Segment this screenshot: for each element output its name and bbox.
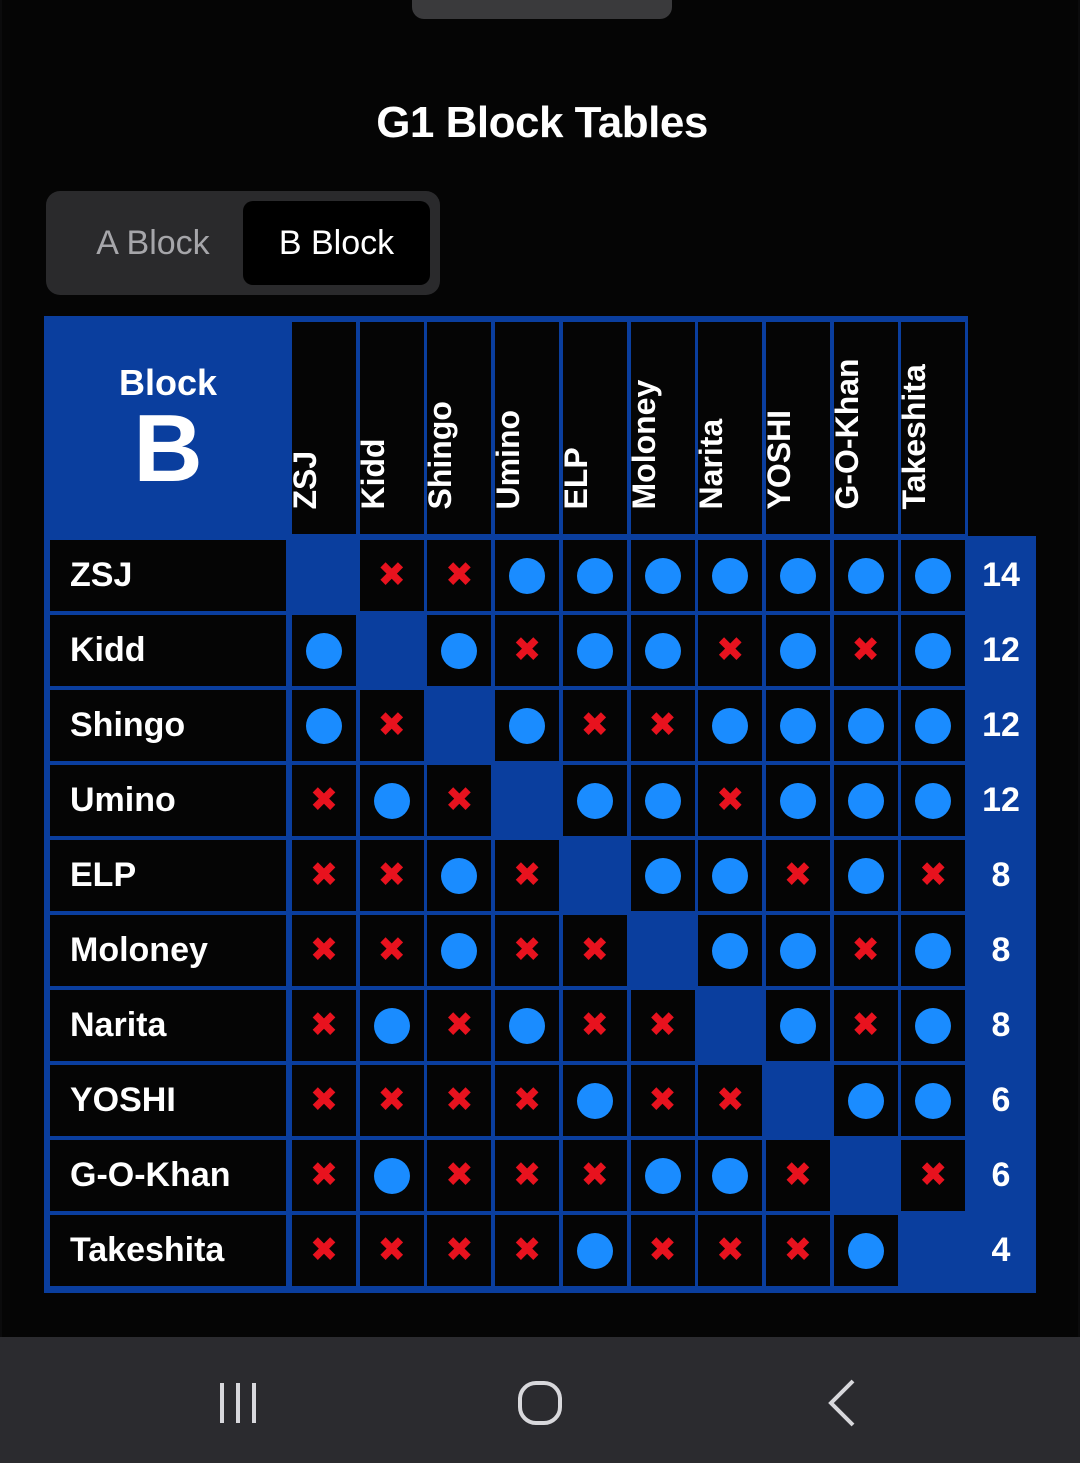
column-header [287, 322, 356, 534]
win-dot-icon [780, 1008, 816, 1044]
column-header [354, 322, 424, 534]
points-value: 8 [991, 856, 1011, 894]
result-cell [427, 915, 491, 986]
self-cell [495, 765, 559, 836]
row-name: Moloney [50, 915, 286, 986]
win-dot-icon [441, 933, 477, 969]
result-cell [360, 690, 424, 761]
win-dot-icon [915, 783, 951, 819]
row-name: YOSHI [50, 1065, 286, 1136]
loss-cross-icon: ✖ [919, 1156, 948, 1194]
result-cell [901, 990, 965, 1061]
result-cell [360, 840, 424, 911]
win-dot-icon [780, 558, 816, 594]
column-header [828, 322, 898, 534]
result-cell [563, 690, 627, 761]
points-value: 14 [982, 556, 1020, 594]
win-dot-icon [306, 633, 342, 669]
self-cell [631, 915, 695, 986]
result-cell [427, 540, 491, 611]
result-cell [292, 915, 356, 986]
row-name: Kidd [50, 615, 286, 686]
result-cell [834, 690, 898, 761]
column-header-label: ELP [557, 447, 594, 510]
win-dot-icon [915, 1083, 951, 1119]
result-cell [360, 765, 424, 836]
result-cell [563, 1140, 627, 1211]
points-value: 8 [991, 931, 1011, 969]
win-dot-icon [848, 558, 884, 594]
win-dot-icon [509, 1008, 545, 1044]
loss-cross-icon: ✖ [512, 1156, 542, 1194]
row-name: Umino [50, 765, 286, 836]
result-cell [631, 1065, 695, 1136]
result-cell [698, 840, 762, 911]
result-cell [563, 765, 627, 836]
column-header [896, 322, 965, 534]
win-dot-icon [374, 783, 410, 819]
loss-cross-icon: ✖ [648, 1231, 677, 1269]
win-dot-icon [306, 708, 342, 744]
loss-cross-icon: ✖ [783, 856, 813, 894]
loss-cross-icon: ✖ [715, 781, 745, 819]
win-dot-icon [577, 633, 613, 669]
block-table [44, 316, 1036, 1293]
column-header-label: ZSJ [287, 450, 323, 510]
result-cell [631, 990, 695, 1061]
row-name: ZSJ [50, 540, 286, 611]
result-cell [698, 915, 762, 986]
win-dot-icon [441, 858, 477, 894]
result-cell [901, 1065, 965, 1136]
result-cell [631, 540, 695, 611]
result-cell [901, 765, 965, 836]
loss-cross-icon: ✖ [580, 1156, 610, 1194]
result-cell [495, 690, 559, 761]
loss-cross-icon: ✖ [580, 706, 610, 744]
drag-handle[interactable] [412, 0, 672, 19]
result-cell [427, 1215, 491, 1286]
column-header-label: Moloney [625, 379, 662, 510]
column-header-label: YOSHI [760, 409, 797, 510]
column-header [693, 322, 762, 534]
result-cell [766, 840, 830, 911]
win-dot-icon [780, 633, 816, 669]
result-cell [631, 765, 695, 836]
loss-cross-icon: ✖ [377, 556, 406, 594]
loss-cross-icon: ✖ [648, 1081, 677, 1119]
tab-a-block[interactable]: A Block [96, 224, 210, 262]
loss-cross-icon: ✖ [648, 1006, 677, 1044]
result-cell [427, 990, 491, 1061]
result-cell [427, 1140, 491, 1211]
result-cell [698, 765, 762, 836]
result-cell [495, 915, 559, 986]
column-header [557, 322, 627, 534]
result-cell [766, 915, 830, 986]
win-dot-icon [780, 708, 816, 744]
result-cell [292, 1140, 356, 1211]
self-cell [698, 990, 762, 1061]
row-name: Takeshita [50, 1215, 286, 1286]
win-dot-icon [848, 858, 884, 894]
loss-cross-icon: ✖ [580, 1006, 610, 1044]
loss-cross-icon: ✖ [715, 631, 745, 669]
result-cell [834, 765, 898, 836]
result-cell [563, 915, 627, 986]
win-dot-icon [915, 633, 951, 669]
result-cell [698, 1065, 762, 1136]
loss-cross-icon: ✖ [851, 1006, 880, 1044]
column-header-label: G-O-Khan [828, 358, 865, 510]
win-dot-icon [577, 783, 613, 819]
loss-cross-icon: ✖ [445, 781, 474, 819]
points-value: 6 [991, 1081, 1011, 1119]
loss-cross-icon: ✖ [715, 1231, 745, 1269]
result-cell [698, 615, 762, 686]
win-dot-icon [712, 708, 748, 744]
result-cell [901, 1140, 965, 1211]
column-header-label: Takeshita [896, 364, 933, 510]
win-dot-icon [577, 1233, 613, 1269]
result-cell [901, 840, 965, 911]
win-dot-icon [712, 1158, 748, 1194]
win-dot-icon [645, 783, 681, 819]
result-cell [901, 615, 965, 686]
result-cell [698, 540, 762, 611]
result-cell [360, 540, 424, 611]
loss-cross-icon: ✖ [377, 706, 406, 744]
win-dot-icon [780, 933, 816, 969]
loss-cross-icon: ✖ [445, 1006, 474, 1044]
result-cell [360, 1065, 424, 1136]
result-cell [292, 1065, 356, 1136]
self-cell [834, 1140, 898, 1211]
win-dot-icon [915, 933, 951, 969]
result-cell [631, 840, 695, 911]
loss-cross-icon: ✖ [783, 1231, 813, 1269]
column-header-label: Kidd [354, 438, 391, 510]
loss-cross-icon: ✖ [851, 931, 880, 969]
win-dot-icon [712, 858, 748, 894]
block-segmented-control [46, 191, 440, 295]
result-cell [360, 1140, 424, 1211]
result-cell [292, 840, 356, 911]
tab-b-block[interactable]: B Block [243, 201, 430, 285]
column-header [490, 322, 559, 534]
loss-cross-icon: ✖ [715, 1081, 745, 1119]
loss-cross-icon: ✖ [851, 631, 880, 669]
win-dot-icon [374, 1008, 410, 1044]
result-cell [834, 1065, 898, 1136]
loss-cross-icon: ✖ [309, 856, 339, 894]
result-cell [495, 990, 559, 1061]
win-dot-icon [848, 1233, 884, 1269]
loss-cross-icon: ✖ [377, 931, 406, 969]
loss-cross-icon: ✖ [309, 1156, 339, 1194]
column-header [422, 322, 491, 534]
row-name: Shingo [50, 690, 286, 761]
result-cell [766, 990, 830, 1061]
result-cell [360, 915, 424, 986]
result-cell [563, 1065, 627, 1136]
result-cell [427, 1065, 491, 1136]
result-cell [360, 990, 424, 1061]
result-cell [563, 615, 627, 686]
loss-cross-icon: ✖ [445, 556, 474, 594]
result-cell [698, 690, 762, 761]
result-cell [360, 1215, 424, 1286]
win-dot-icon [645, 633, 681, 669]
self-cell [427, 690, 491, 761]
result-cell [834, 540, 898, 611]
self-cell [292, 540, 356, 611]
result-cell [495, 615, 559, 686]
self-cell [901, 1215, 965, 1286]
points-value: 8 [991, 1006, 1011, 1044]
result-cell [631, 690, 695, 761]
loss-cross-icon: ✖ [512, 1231, 542, 1269]
result-cell [495, 1215, 559, 1286]
win-dot-icon [915, 1008, 951, 1044]
win-dot-icon [645, 558, 681, 594]
result-cell [766, 1140, 830, 1211]
result-cell [766, 540, 830, 611]
win-dot-icon [848, 783, 884, 819]
loss-cross-icon: ✖ [919, 856, 948, 894]
result-cell [427, 840, 491, 911]
column-header-label: Umino [490, 409, 527, 510]
system-nav-bar [0, 1337, 1080, 1463]
win-dot-icon [645, 858, 681, 894]
result-cell [766, 765, 830, 836]
loss-cross-icon: ✖ [309, 1006, 339, 1044]
result-cell [631, 615, 695, 686]
result-cell [834, 615, 898, 686]
loss-cross-icon: ✖ [648, 706, 677, 744]
result-cell [292, 765, 356, 836]
loss-cross-icon: ✖ [377, 1081, 406, 1119]
win-dot-icon [848, 708, 884, 744]
loss-cross-icon: ✖ [445, 1231, 474, 1269]
win-dot-icon [712, 933, 748, 969]
result-cell [427, 615, 491, 686]
win-dot-icon [441, 633, 477, 669]
result-cell [766, 690, 830, 761]
loss-cross-icon: ✖ [309, 931, 339, 969]
result-cell [563, 1215, 627, 1286]
points-value: 12 [982, 631, 1020, 669]
result-cell [495, 1065, 559, 1136]
row-name: Narita [50, 990, 286, 1061]
loss-cross-icon: ✖ [309, 781, 339, 819]
points-value: 12 [982, 706, 1020, 744]
home-icon[interactable] [510, 1373, 570, 1433]
loss-cross-icon: ✖ [580, 931, 610, 969]
loss-cross-icon: ✖ [377, 856, 406, 894]
result-cell [901, 690, 965, 761]
win-dot-icon [645, 1158, 681, 1194]
loss-cross-icon: ✖ [512, 931, 542, 969]
result-cell [292, 690, 356, 761]
row-name: ELP [50, 840, 286, 911]
points-value: 12 [982, 781, 1020, 819]
block-label: Block [118, 362, 218, 403]
loss-cross-icon: ✖ [512, 631, 542, 669]
result-cell [766, 615, 830, 686]
result-cell [495, 1140, 559, 1211]
result-cell [495, 540, 559, 611]
self-cell [360, 615, 424, 686]
back-icon[interactable] [815, 1373, 875, 1433]
win-dot-icon [848, 1083, 884, 1119]
loss-cross-icon: ✖ [512, 856, 542, 894]
column-header-label: Shingo [422, 401, 459, 510]
column-header [625, 322, 695, 534]
win-dot-icon [915, 558, 951, 594]
block-letter: B [133, 395, 203, 502]
loss-cross-icon: ✖ [445, 1156, 474, 1194]
result-cell [834, 990, 898, 1061]
result-cell [631, 1140, 695, 1211]
win-dot-icon [509, 558, 545, 594]
recents-icon[interactable] [208, 1373, 268, 1433]
result-cell [563, 990, 627, 1061]
column-header-label: Narita [693, 418, 730, 510]
win-dot-icon [712, 558, 748, 594]
column-header [760, 322, 830, 534]
loss-cross-icon: ✖ [377, 1231, 406, 1269]
points-value: 6 [991, 1156, 1011, 1194]
result-cell [292, 1215, 356, 1286]
result-cell [766, 1215, 830, 1286]
loss-cross-icon: ✖ [445, 1081, 474, 1119]
win-dot-icon [780, 783, 816, 819]
win-dot-icon [509, 708, 545, 744]
win-dot-icon [577, 558, 613, 594]
result-cell [901, 540, 965, 611]
result-cell [427, 765, 491, 836]
result-cell [834, 1215, 898, 1286]
loss-cross-icon: ✖ [309, 1231, 339, 1269]
result-cell [292, 615, 356, 686]
loss-cross-icon: ✖ [512, 1081, 542, 1119]
page-title: G1 Block Tables [376, 98, 708, 147]
result-cell [495, 840, 559, 911]
block-badge [44, 316, 292, 540]
points-value: 4 [991, 1231, 1011, 1269]
result-cell [292, 990, 356, 1061]
win-dot-icon [374, 1158, 410, 1194]
result-cell [901, 915, 965, 986]
loss-cross-icon: ✖ [783, 1156, 813, 1194]
result-cell [834, 840, 898, 911]
result-cell [698, 1140, 762, 1211]
result-cell [563, 540, 627, 611]
win-dot-icon [577, 1083, 613, 1119]
result-cell [698, 1215, 762, 1286]
loss-cross-icon: ✖ [309, 1081, 339, 1119]
result-cell [834, 915, 898, 986]
self-cell [766, 1065, 830, 1136]
self-cell [563, 840, 627, 911]
win-dot-icon [915, 708, 951, 744]
row-name: G-O-Khan [50, 1140, 286, 1211]
result-cell [631, 1215, 695, 1286]
